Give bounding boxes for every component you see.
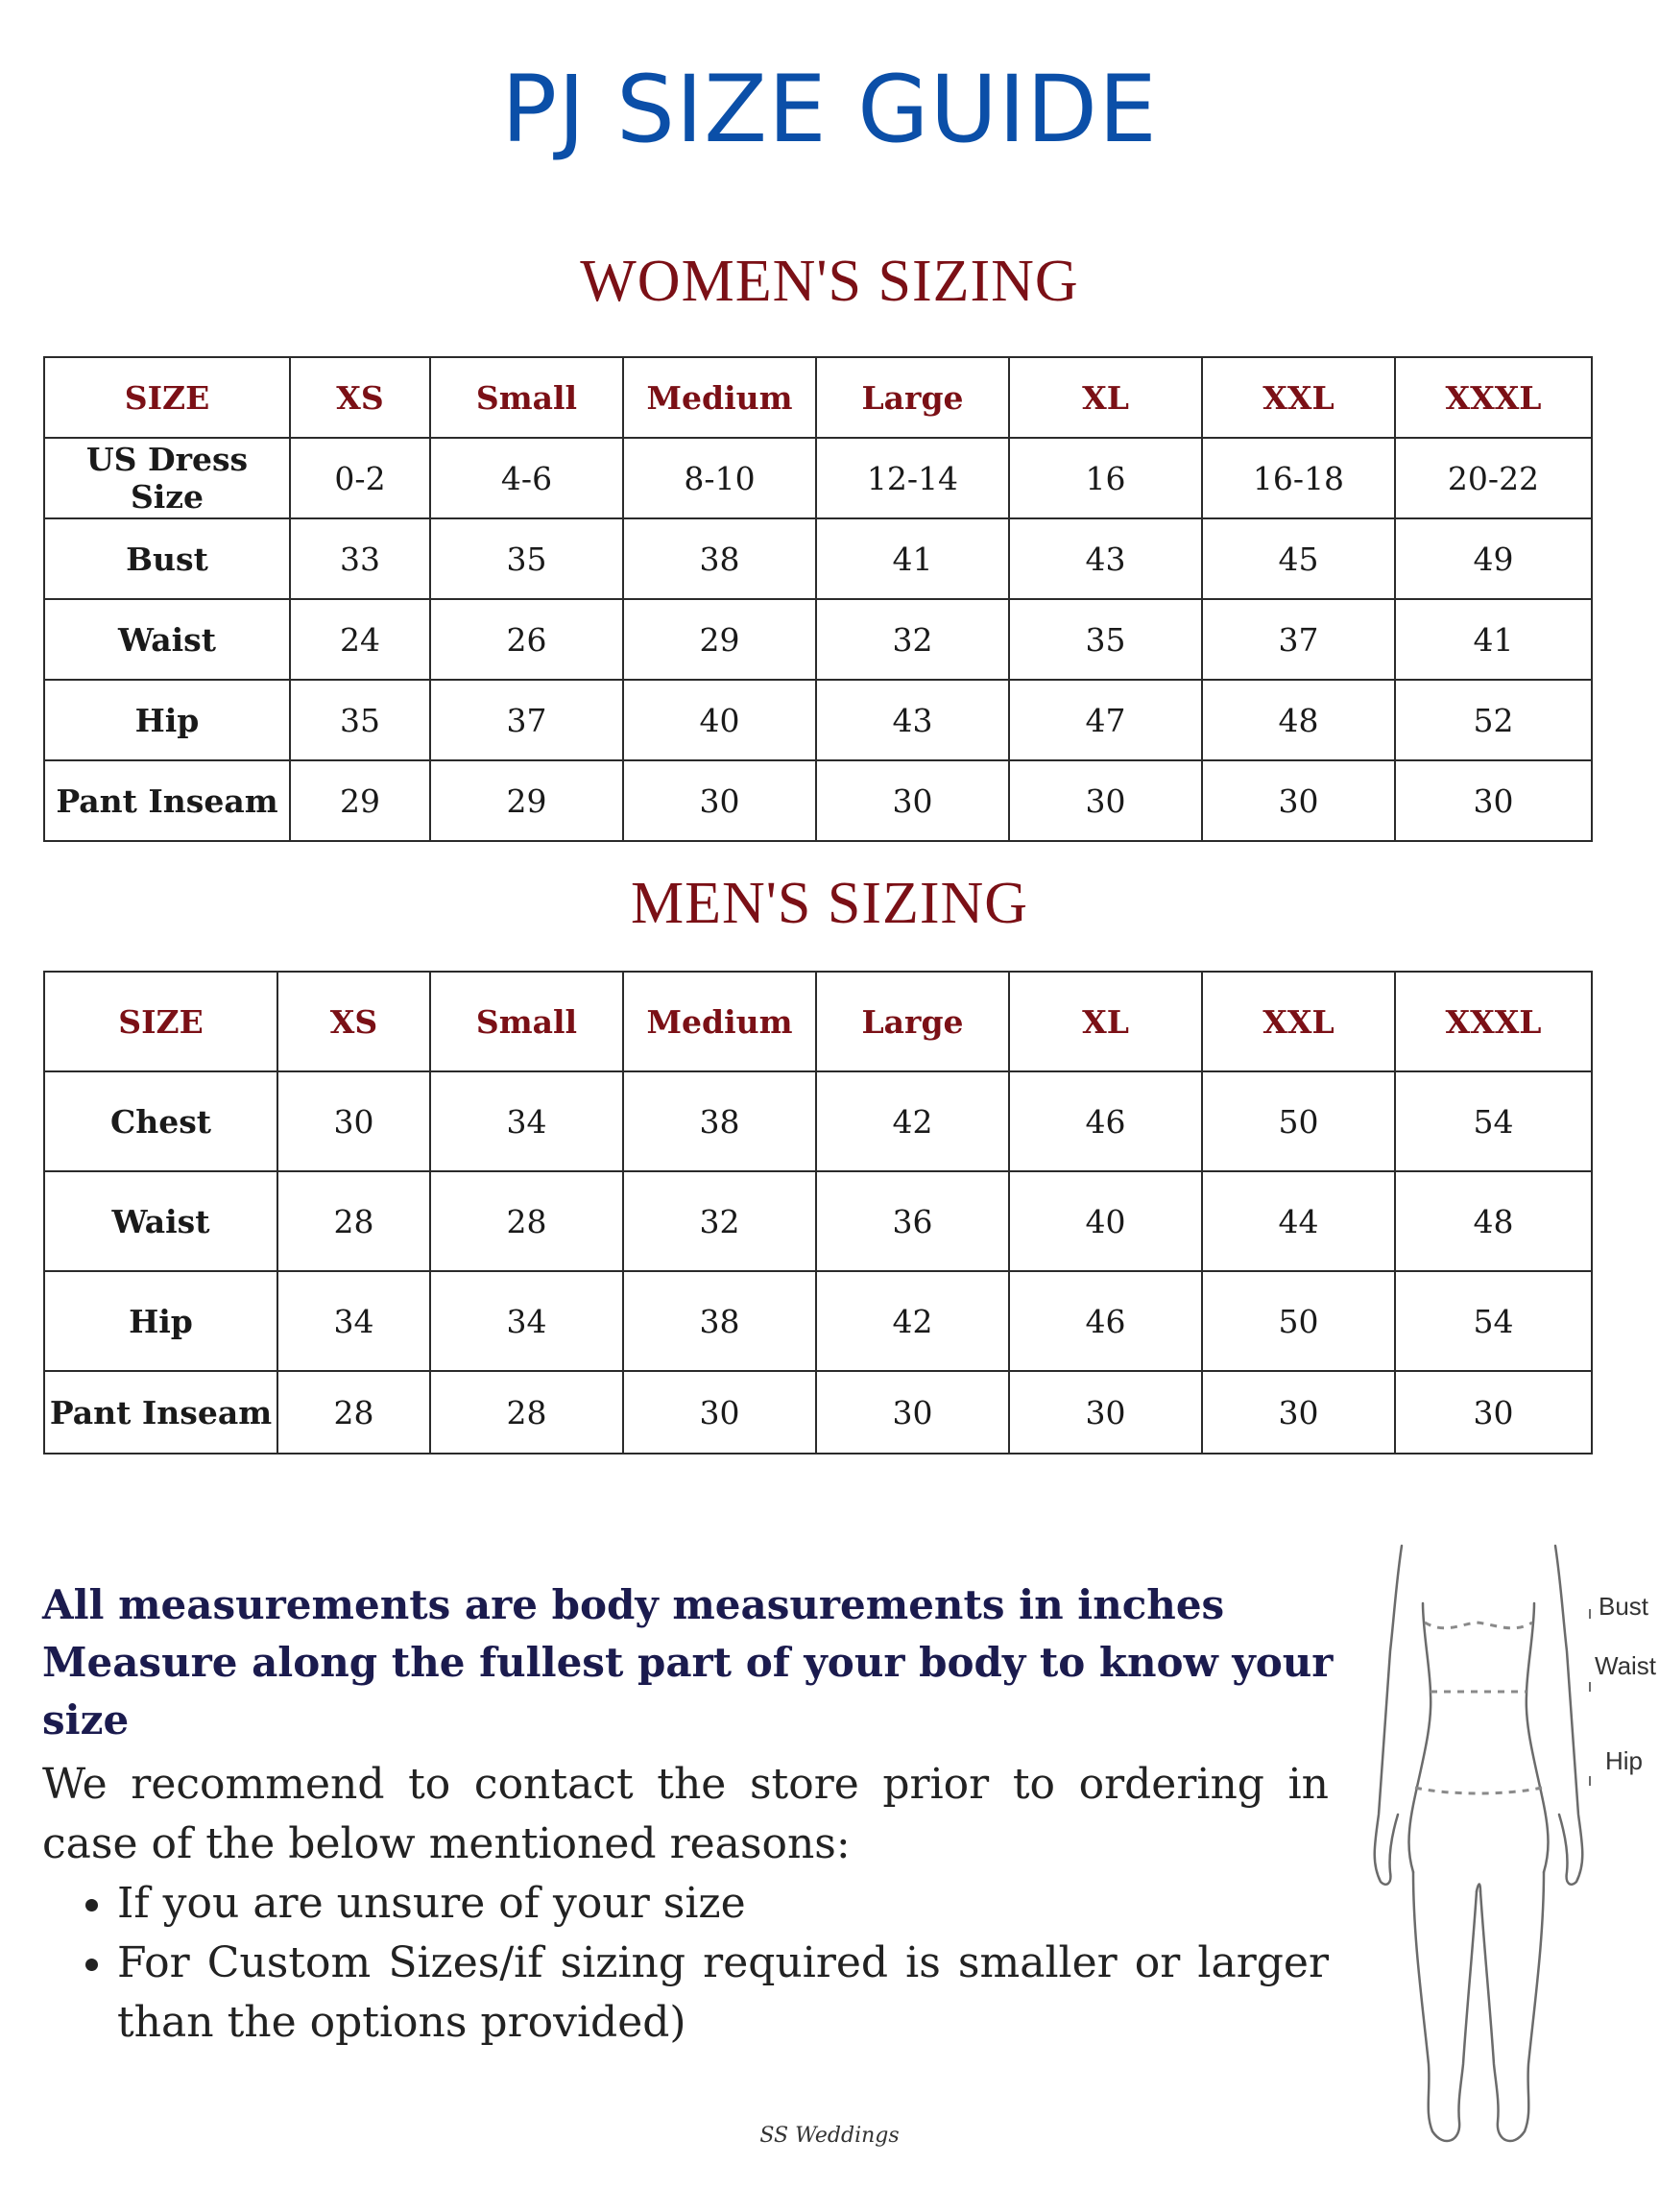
table-cell: 35 [430,518,623,599]
page-title: PJ SIZE GUIDE [501,56,1158,163]
table-header-cell: Small [430,357,623,438]
table-cell: 37 [430,680,623,760]
table-cell: 29 [623,599,816,680]
table-cell: 4-6 [430,438,623,518]
table-cell: 41 [1395,599,1592,680]
table-cell: 30 [816,1371,1009,1454]
table-cell: 46 [1009,1071,1202,1171]
table-cell: 8-10 [623,438,816,518]
table-header-cell: XL [1009,357,1202,438]
table-header-cell: Small [430,972,623,1071]
reasons-list [42,1874,1329,2053]
table-cell: 54 [1395,1271,1592,1371]
table-cell: 29 [430,760,623,841]
table-cell: 50 [1202,1071,1395,1171]
waist-label: Waist [1595,1651,1657,1680]
table-cell: 12-14 [816,438,1009,518]
row-label: Bust [44,518,290,599]
table-cell: 35 [290,680,430,760]
table-cell: 43 [1009,518,1202,599]
table-cell: 52 [1395,680,1592,760]
table-cell: 45 [1202,518,1395,599]
recommend-intro: We recommend to contact the store prior to ordering in case of the below mentioned reasons: [42,1760,1329,1868]
table-cell: 30 [623,760,816,841]
table-cell: 40 [1009,1171,1202,1271]
table-cell: 30 [816,760,1009,841]
bust-label: Bust [1599,1592,1649,1621]
table-header-cell: SIZE [44,972,277,1071]
womens-size-table [43,356,1593,842]
table-row [44,1271,1592,1371]
mens-sizing-heading: MEN'S SIZING [630,871,1029,936]
table-header-cell: Large [816,357,1009,438]
table-cell: 28 [430,1171,623,1271]
row-label: US Dress Size [44,438,290,518]
body-measurement-figure [1354,1527,1659,2160]
table-header-cell: XS [277,972,430,1071]
row-label: Hip [44,680,290,760]
table-row [44,518,1592,599]
table-cell: 30 [1009,1371,1202,1454]
table-cell: 42 [816,1271,1009,1371]
table-cell: 29 [290,760,430,841]
table-cell: 20-22 [1395,438,1592,518]
row-label: Chest [44,1071,277,1171]
row-label: Pant Inseam [44,760,290,841]
table-cell: 28 [277,1371,430,1454]
row-label: Hip [44,1271,277,1371]
table-cell: 30 [1202,760,1395,841]
table-cell: 54 [1395,1071,1592,1171]
table-cell: 50 [1202,1271,1395,1371]
table-row [44,1071,1592,1171]
hip-label: Hip [1605,1746,1644,1775]
table-cell: 30 [277,1071,430,1171]
table-header-cell: XXL [1202,972,1395,1071]
table-cell: 48 [1202,680,1395,760]
table-cell: 36 [816,1171,1009,1271]
table-cell: 38 [623,1271,816,1371]
row-label: Waist [44,599,290,680]
row-label: Waist [44,1171,277,1271]
table-header-cell: XXXL [1395,357,1592,438]
table-header-cell: XL [1009,972,1202,1071]
table-cell: 38 [623,1071,816,1171]
table-cell: 16 [1009,438,1202,518]
table-header-cell: SIZE [44,357,290,438]
table-cell: 32 [816,599,1009,680]
table-cell: 34 [277,1271,430,1371]
table-header-cell: Medium [623,357,816,438]
table-row [44,760,1592,841]
table-cell: 35 [1009,599,1202,680]
table-cell: 0-2 [290,438,430,518]
table-header-cell: XXXL [1395,972,1592,1071]
table-cell: 40 [623,680,816,760]
row-label: Pant Inseam [44,1371,277,1454]
table-cell: 41 [816,518,1009,599]
table-cell: 42 [816,1071,1009,1171]
table-header-cell: XS [290,357,430,438]
table-cell: 47 [1009,680,1202,760]
table-header-cell: Large [816,972,1009,1071]
table-cell: 30 [1202,1371,1395,1454]
table-cell: 43 [816,680,1009,760]
table-cell: 49 [1395,518,1592,599]
table-header-row [44,357,1592,438]
table-header-row [44,972,1592,1071]
table-cell: 28 [430,1371,623,1454]
table-cell: 44 [1202,1171,1395,1271]
table-cell: 24 [290,599,430,680]
table-cell: 37 [1202,599,1395,680]
mens-size-table [43,971,1593,1455]
table-cell: 30 [1395,1371,1592,1454]
table-row [44,1171,1592,1271]
measurement-note: All measurements are body measurements in inches [42,1581,1225,1628]
table-cell: 38 [623,518,816,599]
body-outline-icon [1354,1527,1659,2160]
table-cell: 26 [430,599,623,680]
table-cell: 30 [1009,760,1202,841]
table-cell: 46 [1009,1271,1202,1371]
list-item: • For Custom Sizes/if sizing required is smaller or larger than the options provided) [117,1934,1329,2053]
table-header-cell: Medium [623,972,816,1071]
table-cell: 48 [1395,1171,1592,1271]
womens-sizing-heading: WOMEN'S SIZING [580,249,1079,314]
table-cell: 32 [623,1171,816,1271]
table-row [44,599,1592,680]
list-item: • If you are unsure of your size [117,1874,1329,1934]
table-row [44,438,1592,518]
table-cell: 30 [623,1371,816,1454]
table-cell: 33 [290,518,430,599]
table-cell: 16-18 [1202,438,1395,518]
table-cell: 30 [1395,760,1592,841]
table-row [44,680,1592,760]
table-cell: 28 [277,1171,430,1271]
table-row [44,1371,1592,1454]
table-header-cell: XXL [1202,357,1395,438]
table-cell: 34 [430,1071,623,1171]
table-cell: 34 [430,1271,623,1371]
signature: SS Weddings [759,2124,900,2148]
measure-fullest-note: Measure along the fullest part of your body to know your size [42,1639,1334,1743]
